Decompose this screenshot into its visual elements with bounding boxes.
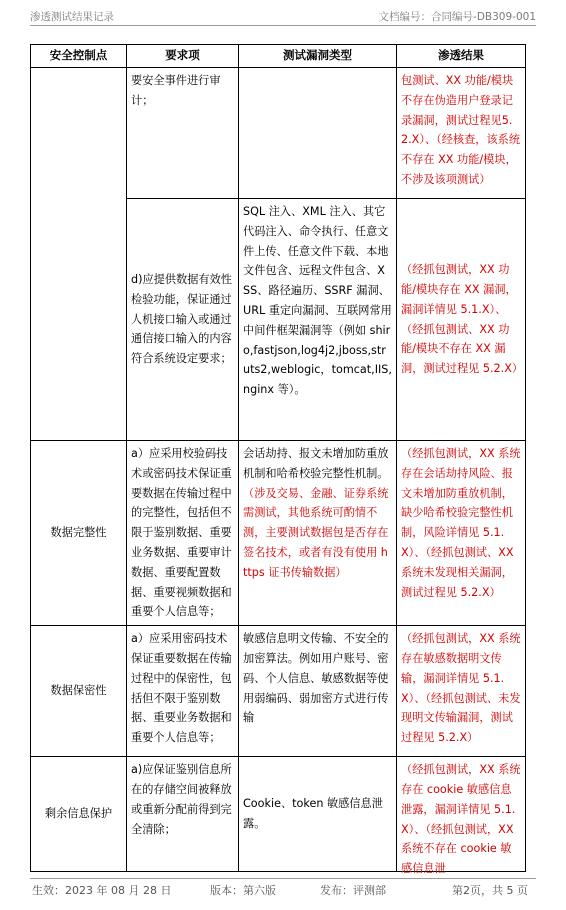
requirement-cell: d)应提供数据有效性检验功能，保证通过人机接口输入或通过通信接口输入的内容符合系统设定要求； [127, 199, 239, 441]
table-row [31, 757, 526, 872]
result-cell-text: （经抓包测试，XX 系统存在 cookie 敏感信息泄露，漏洞详情见 5.1.X）、（经抓包测试，XX 系统不存在 cookie 敏感信息泄 [401, 763, 521, 876]
table-row [31, 626, 526, 757]
result-cell: （经抓包测试，XX 系统存在敏感数据明文传输，漏洞详情见 5.1.X）、（经抓包测试、未发现明文传输漏洞，测试过程见 5.2.X） [397, 626, 526, 757]
vuln-type-cell: Cookie、token 敏感信息泄露。 [239, 757, 397, 872]
column-header-result: 渗透结果 [397, 45, 526, 68]
result-cell: 包测试、XX 功能/模块不存在伪造用户登录记录漏洞，测试过程见5.2.X）、（经核查，该系统不存在 XX 功能/模块，不涉及该项测试） [397, 68, 526, 199]
column-header-vuln-type: 测试漏洞类型 [239, 45, 397, 68]
requirement-cell: 要安全事件进行审计； [127, 68, 239, 199]
vuln-type-cell: 敏感信息明文传输、不安全的加密算法。例如用户账号、密码、个人信息、敏感数据等使用弱编码、弱加密方式进行传输 [239, 626, 397, 757]
table-row [31, 68, 526, 199]
table-header-row [31, 45, 526, 68]
page-footer [30, 878, 536, 899]
page-header [30, 7, 536, 26]
vuln-type-cell: SQL 注入、XML 注入、其它代码注入、命令执行、任意文件上传、任意文件下载、本地文件包含、远程文件包含、XSS、路径遍历、SSRF 漏洞、URL 重定向漏洞、互联网常用中间件框架漏洞等（例如 shiro,fastjson,log4j2,jboss,struts2,weblogic，tomcat,IIS,nginx 等）。 [239, 199, 397, 441]
header-title: 渗透测试结果记录 [30, 11, 114, 23]
control-cell: 数据保密性 [31, 626, 127, 757]
vuln-type-cell [239, 68, 397, 199]
effective-date: 生效：2023 年 08 月 28 日 [32, 884, 172, 897]
result-cell: （经抓包测试，XX 功能/模块存在 XX 漏洞，漏洞详情见 5.1.X）、（经抓包测试、XX 功能/模块不存在 XX 漏洞，测试过程见 5.2.X） [397, 199, 526, 441]
vuln-type-note: （涉及交易、金融、证券系统需测试，其他系统可酌情不测，主要测试数据包是否存在签名技术，或者有没有使用 https 证书传输数据） [243, 486, 389, 579]
requirement-cell: a)应保证鉴别信息所在的存储空间被释放或重新分配前得到完全清除； [127, 757, 239, 872]
table-row [31, 441, 526, 626]
control-cell: 数据完整性 [31, 441, 127, 626]
page-number: 第2页，共 5 页 [452, 884, 528, 897]
result-cell [397, 757, 526, 876]
pentest-results-table [30, 44, 526, 876]
document-number: 文档编号：合同编号-DB309-001 [378, 11, 536, 23]
version-label: 版本：第六版 [210, 884, 276, 897]
vuln-type-cell [239, 441, 397, 626]
column-header-requirement: 要求项 [127, 45, 239, 68]
result-cell: （经抓包测试，XX 系统存在会话劫持风险、报文未增加防重放机制，缺少哈希校验完整性机制，风险详情见 5.1.X）、（经抓包测试、XX 系统未发现相关漏洞，测试过程见 5.2.X） [397, 441, 526, 626]
control-cell: 剩余信息保护 [31, 757, 127, 872]
requirement-cell: a）应采用校验码技术或密码技术保证重要数据在传输过程中的完整性，包括但不限于鉴别数据、重要业务数据、重要审计数据、重要配置数据、重要视频数据和重要个人信息等； [127, 441, 239, 626]
vuln-type-main: 会话劫持、报文未增加防重放机制和哈希校验完整性机制。 [243, 447, 389, 480]
requirement-cell: a）应采用密码技术保证重要数据在传输过程中的保密性，包括但不限于鉴别数据、重要业务数据和重要个人信息等； [127, 626, 239, 757]
control-cell-continued [31, 68, 127, 441]
publisher-label: 发布：评测部 [320, 884, 386, 897]
column-header-control: 安全控制点 [31, 45, 127, 68]
